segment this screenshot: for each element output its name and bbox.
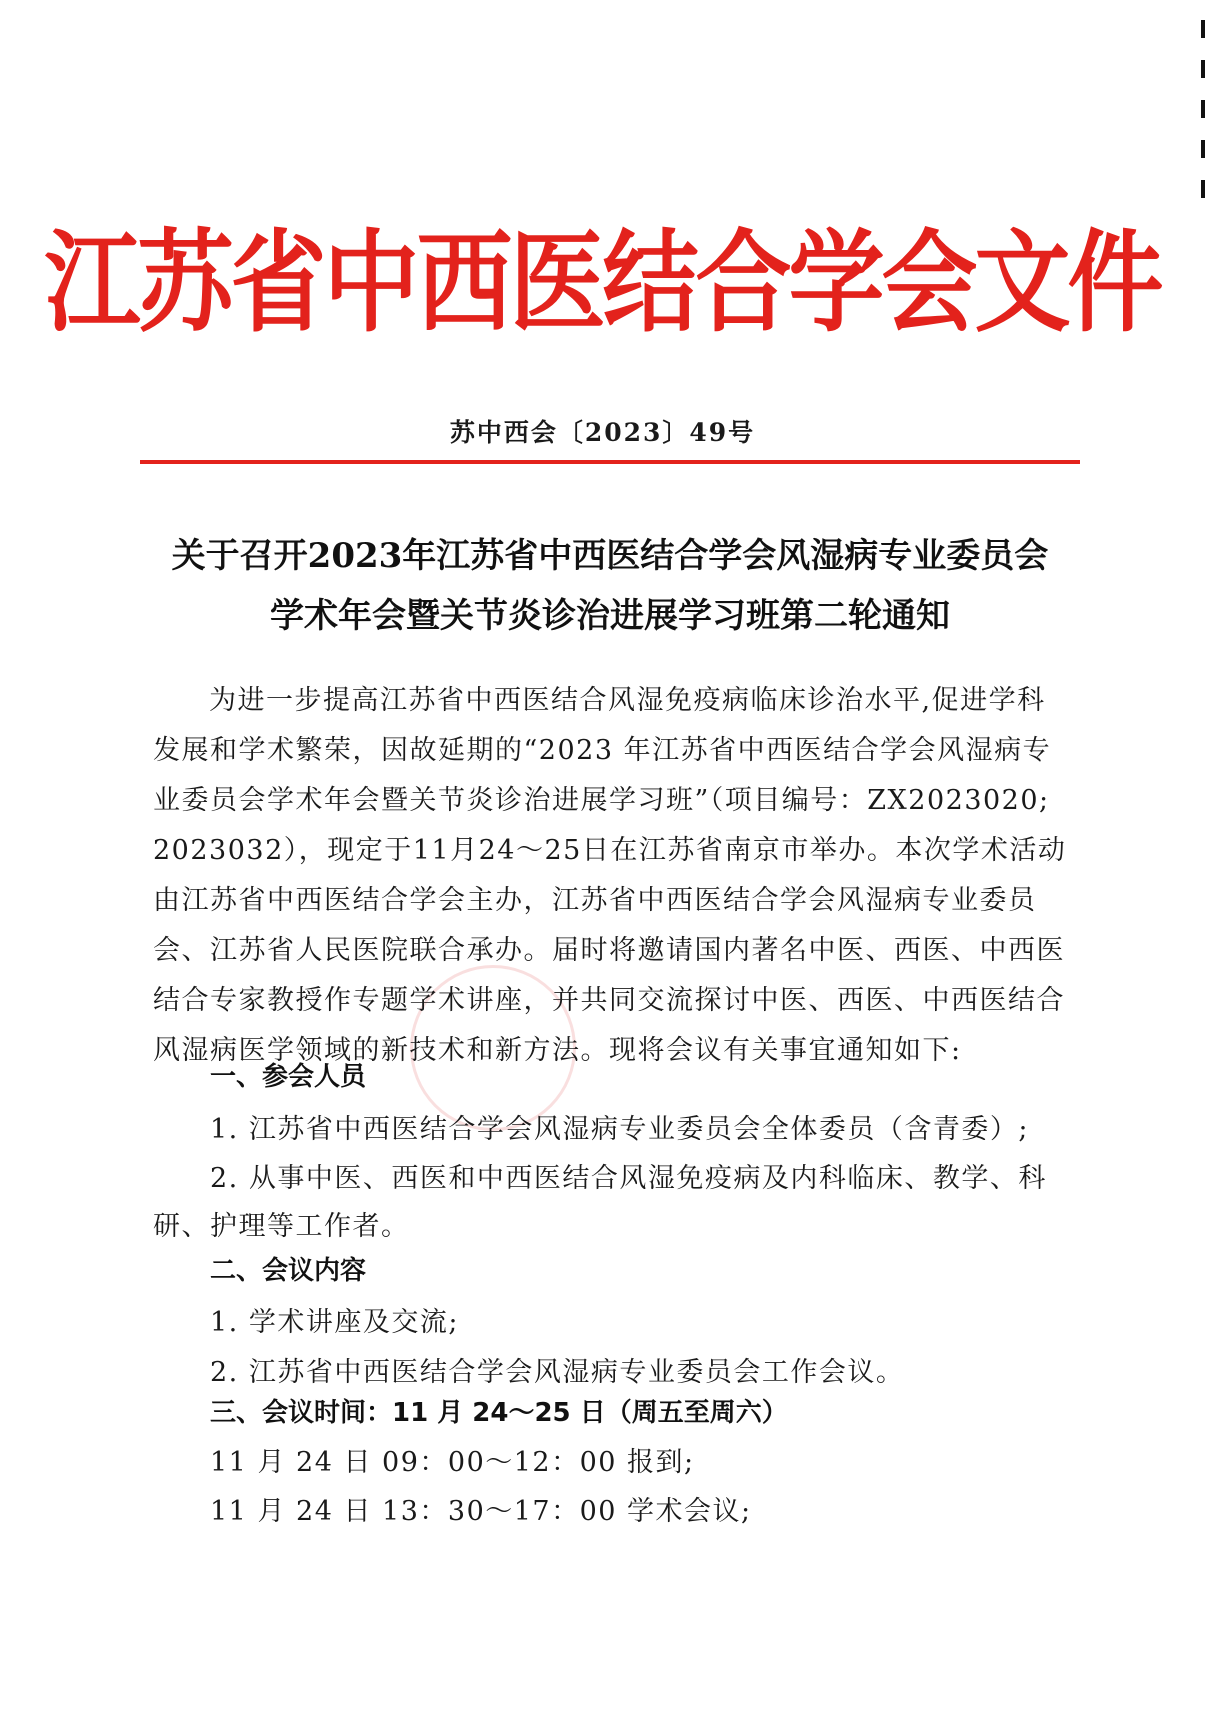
edge-dash: [1201, 180, 1205, 198]
paragraph-line: 风湿病医学领域的新技术和新方法。现将会议有关事宜通知如下:: [153, 1035, 962, 1066]
paragraph-line: 为进一步提高江苏省中西医结合风湿免疫病临床诊治水平,促进学科: [209, 685, 1046, 716]
document-number: 苏中西会〔2023〕49号: [449, 418, 756, 447]
notice-title-line-1: 关于召开2023年江苏省中西医结合学会风湿病专业委员会: [171, 536, 1049, 576]
edge-dash: [1201, 100, 1205, 118]
attendee-item-1: 1. 江苏省中西医结合学会风湿病专业委员会全体委员（含青委）;: [210, 1114, 1029, 1145]
paragraph-line: 2023032），现定于11月24～25日在江苏省南京市举办。本次学术活动: [153, 835, 1067, 866]
notice-title-line-2: 学术年会暨关节炎诊治进展学习班第二轮通知: [270, 596, 950, 636]
section-heading-content: 二、会议内容: [210, 1256, 367, 1286]
paragraph-line: 由江苏省中西医结合学会主办，江苏省中西医结合学会风湿病专业委员: [153, 885, 1037, 916]
edge-dash: [1201, 20, 1205, 38]
schedule-item-1: 11 月 24 日 09：00～12：00 报到;: [210, 1447, 695, 1478]
edge-dash: [1201, 140, 1205, 158]
content-item-1: 1. 学术讲座及交流;: [210, 1307, 459, 1338]
content-item-2: 2. 江苏省中西医结合学会风湿病专业委员会工作会议。: [210, 1357, 905, 1388]
attendee-item-2: 2. 从事中医、西医和中西医结合风湿免疫病及内科临床、教学、科: [210, 1163, 1047, 1194]
paragraph-line: 结合专家教授作专题学术讲座，并共同交流探讨中医、西医、中西医结合: [153, 985, 1065, 1016]
red-divider: [140, 460, 1080, 464]
schedule-item-2: 11 月 24 日 13：30～17：00 学术会议;: [210, 1496, 752, 1527]
paragraph-line: 会、江苏省人民医院联合承办。届时将邀请国内著名中医、西医、中西医: [153, 935, 1065, 966]
edge-dash: [1201, 60, 1205, 78]
section-heading-time: 三、会议时间：11 月 24～25 日（周五至周六）: [210, 1398, 788, 1428]
paragraph-line: 业委员会学术年会暨关节炎诊治进展学习班”（项目编号：ZX2023020;: [153, 785, 1050, 816]
paragraph-line: 发展和学术繁荣，因故延期的“2023 年江苏省中西医结合学会风湿病专: [153, 735, 1052, 766]
intro-paragraph: [153, 676, 1073, 1076]
issuer-title: 江苏省中西医结合学会文件: [44, 217, 1161, 348]
attendee-item-2-continued: 研、护理等工作者。: [153, 1211, 410, 1242]
section-heading-attendees: 一、参会人员: [210, 1062, 367, 1092]
